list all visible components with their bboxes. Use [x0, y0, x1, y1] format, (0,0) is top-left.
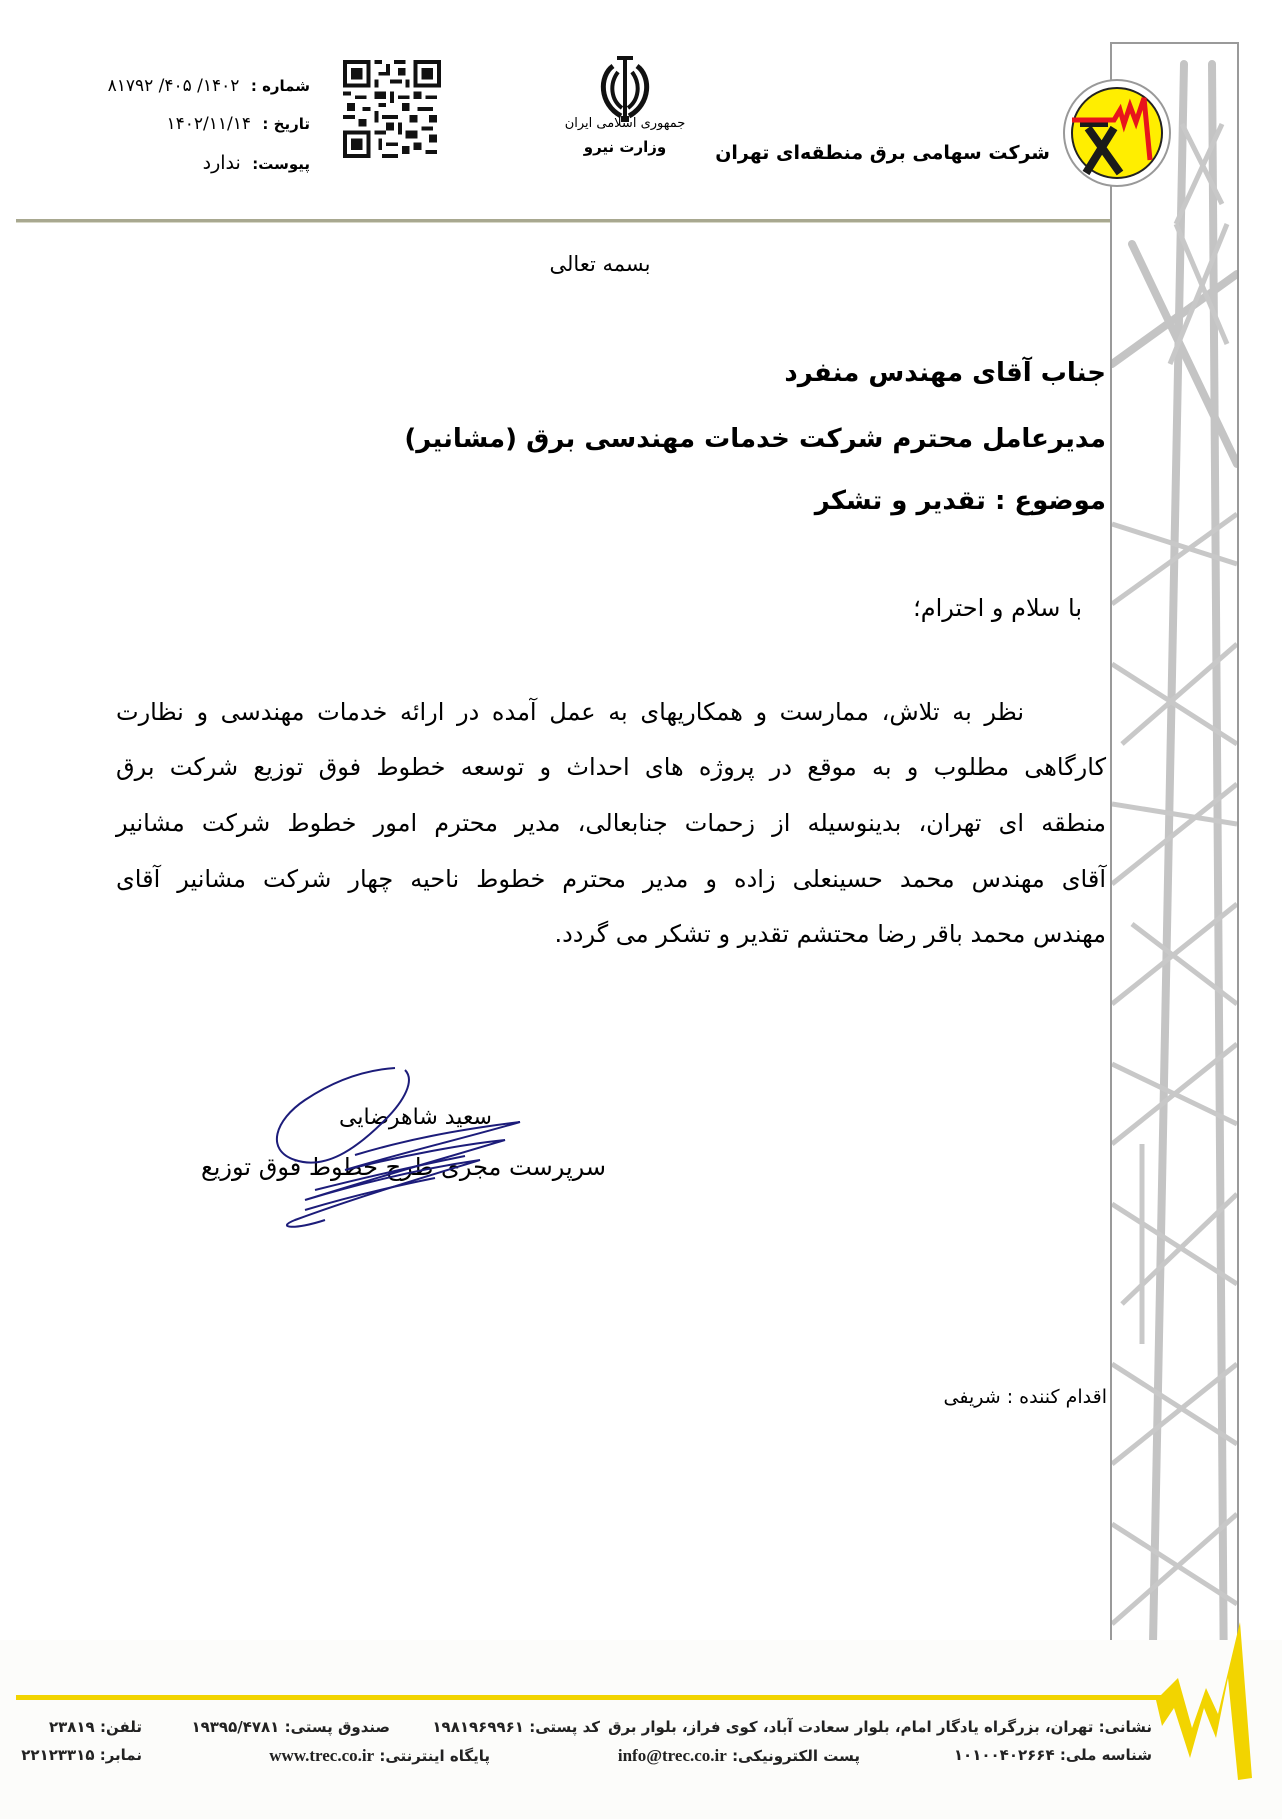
signer-name: سعید شاهرضایی — [339, 1105, 492, 1130]
letter-number — [108, 76, 310, 96]
actor-note: اقدام کننده : شریفی — [943, 1386, 1107, 1408]
lightning-bolt-icon — [1148, 1618, 1258, 1788]
company-name: شرکت سهامی برق منطقه‌ای تهران — [715, 142, 1050, 164]
body-line: مهندس محمد باقر رضا محتشم تقدیر و تشکر می گردد. — [554, 920, 1106, 948]
number-label: شماره : — [250, 77, 310, 95]
footer-website — [269, 1746, 490, 1766]
letter-date — [167, 114, 311, 134]
signer-title: سرپرست مجری طرح خطوط فوق توزیع — [200, 1153, 606, 1181]
website-label: پایگاه اینترنتی: — [379, 1747, 490, 1765]
recipient-title: مدیرعامل محترم شرکت خدمات مهندسی برق (مشانیر) — [404, 424, 1106, 454]
website-link[interactable]: www.trec.co.ir — [269, 1746, 375, 1765]
email-label: پست الکترونیکی: — [732, 1747, 860, 1765]
email-link[interactable]: info@trec.co.ir — [617, 1746, 727, 1765]
handwritten-signature — [235, 1060, 535, 1240]
body-line: منطقه ای تهران، بدینوسیله از زحمات جنابعالی، مدیر محترم امور خطوط شرکت مشانیر — [116, 809, 1106, 837]
number-value: ۱۴۰۲/ ۴۰۵/ ۸۱۷۹۲ — [107, 76, 240, 96]
footer-fax: نمابر: ۲۲۱۲۳۳۱۵ — [21, 1746, 142, 1764]
attachment-label: پیوست: — [252, 155, 310, 173]
ministry-name: وزارت نیرو — [583, 138, 667, 156]
footer-address: نشانی: تهران، بزرگراه یادگار امام، بلوار سعادت آباد، کوی فراز، بلوار برق — [608, 1718, 1152, 1736]
tehran-regional-electric-logo — [1058, 78, 1176, 188]
letter-attachment — [203, 152, 310, 174]
attachment-value: ندارد — [202, 152, 241, 174]
footer-email — [618, 1746, 860, 1766]
footer-accent-line — [16, 1695, 1166, 1700]
tower-panel — [1110, 42, 1239, 1694]
qr-code[interactable] — [343, 60, 441, 158]
header-divider — [16, 219, 1110, 222]
greeting: با سلام و احترام؛ — [913, 594, 1082, 622]
iran-emblem-icon — [595, 52, 655, 124]
body-line: نظر به تلاش، ممارست و همکاریهای به عمل آمده در ارائه خدمات مهندسی و نظارت — [116, 698, 1024, 726]
invocation: بسمه تعالی — [549, 252, 651, 276]
footer-postal-code: کد پستی: ۱۹۸۱۹۶۹۹۶۱ — [432, 1718, 600, 1736]
date-value: ۱۴۰۲/۱۱/۱۴ — [166, 114, 252, 134]
subject: موضوع : تقدیر و تشکر — [814, 486, 1106, 516]
footer-national-id: شناسه ملی: ۱۰۱۰۰۴۰۲۶۶۴ — [953, 1746, 1152, 1764]
footer-po-box: صندوق پستی: ۱۹۳۹۵/۴۷۸۱ — [191, 1718, 390, 1736]
transmission-tower-graphic — [1112, 44, 1237, 1694]
body-line: آقای مهندس محمد حسینعلی زاده و مدیر محترم خطوط ناحیه چهار شرکت مشانیر آقای — [116, 865, 1106, 893]
recipient: جناب آقای مهندس منفرد — [784, 358, 1106, 388]
body-line: کارگاهی مطلوب و به موقع در پروژه های احداث و توسعه خطوط فوق توزیع شرکت برق — [116, 753, 1106, 781]
footer-phone: تلفن: ۲۳۸۱۹ — [48, 1718, 142, 1736]
gov-name: جمهوری اسلامی ایران — [564, 116, 686, 131]
date-label: تاریخ : — [262, 115, 310, 133]
